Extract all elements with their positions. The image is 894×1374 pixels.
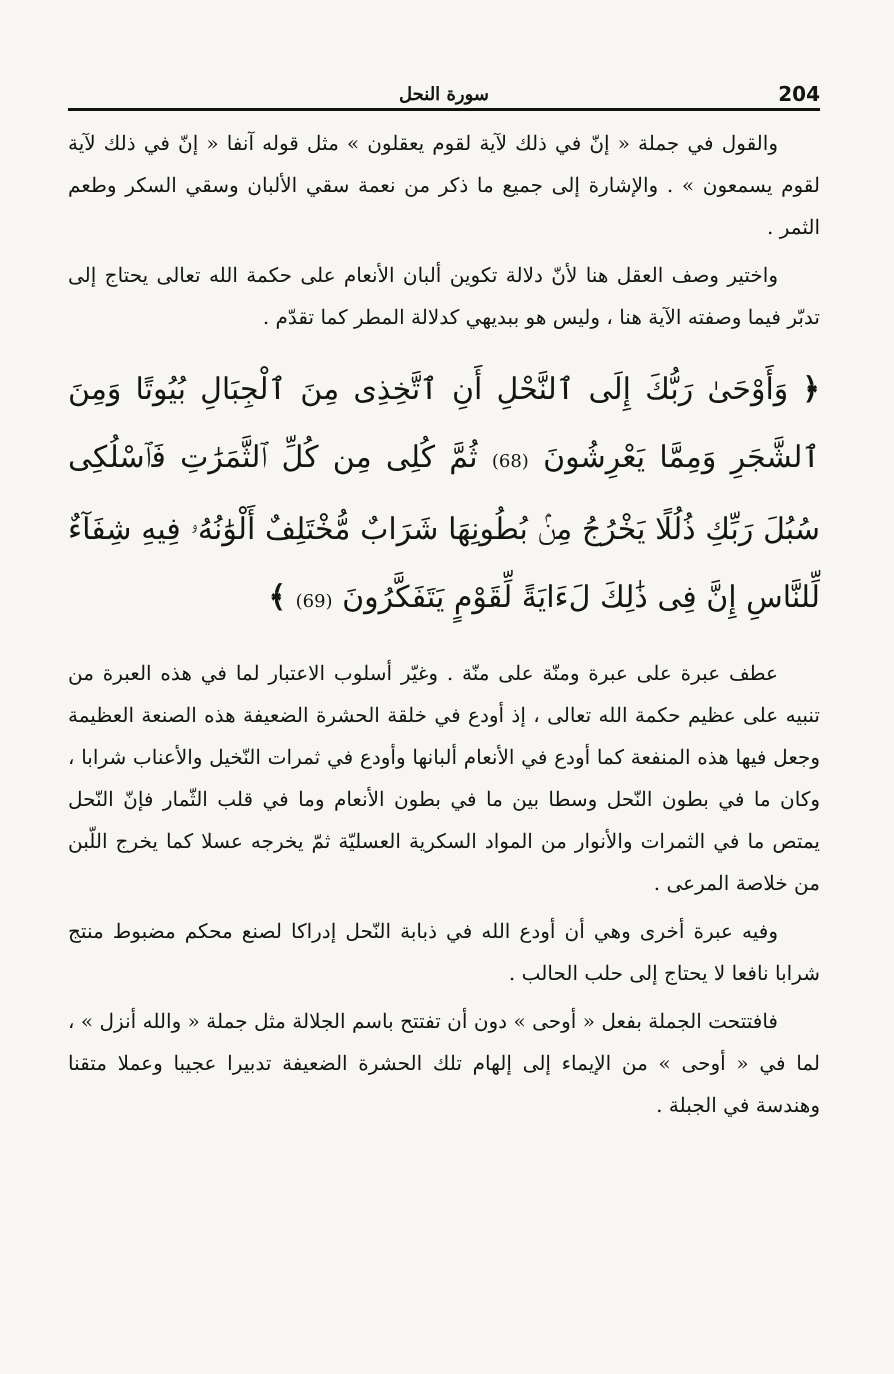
paragraph-5: فافتتحت الجملة بفعل « أوحى » دون أن تفتتح باسم الجلالة مثل جملة « والله أنزل » ، لما في « أوحى » من الإيماء إلى إلهام تلك الحشرة الضعيفة تدبيرا عجيبا وعملا متقنا وهندسة في الجبلة .: [68, 1009, 820, 1117]
ayah-number-69: (69): [295, 591, 333, 612]
page-body: [68, 122, 820, 1132]
header-rule: [68, 108, 820, 111]
page-number: 204: [778, 82, 820, 106]
page-header: [68, 84, 820, 110]
verse-text-68: وَأَوْحَىٰ رَبُّكَ إِلَى ٱلنَّحْلِ أَنِ ٱتَّخِذِى مِنَ ٱلْجِبَالِ بُيُوتًا وَمِنَ ٱلشَّجَرِ وَمِمَّا يَعْرِشُونَ: [68, 372, 820, 475]
verse-close-brace: ﴾: [268, 580, 287, 615]
paragraph-3: عطف عبرة على عبرة ومنّة على منّة . وغيّر أسلوب الاعتبار لما في هذه العبرة من تنبيه على عظيم حكمة الله تعالى ، إذ أودع في خلقة الحشرة الضعيفة هذه الصنعة العظيمة وجعل فيها هذه المنفعة كما أودع في الأنعام ألبانها وأودع في ثمرات النّخيل والأعناب شرابا ، وكان ما في بطون النّحل وسطا بين ما في بطون الأنعام وما في قلب الثّمار فإنّ النّحل يمتص ما في الثمرات والأنوار من المواد السكرية العسليّة ثمّ يخرجه عسلا كما يخرج اللّبن من خلاصة المرعى .: [68, 661, 820, 895]
ayah-number-68: (68): [491, 451, 529, 472]
paragraph-1: والقول في جملة « إنّ في ذلك لآية لقوم يعقلون » مثل قوله آنفا « إنّ في ذلك لآية لقوم يسمعون » . والإشارة إلى جميع ما ذكر من نعمة سقي الألبان وسقي السكر وطعم الثمر .: [68, 131, 820, 239]
verse-text-69: ثُمَّ كُلِى مِن كُلِّ ٱلثَّمَرَٰتِ فَٱسْلُكِى سُبُلَ رَبِّكِ ذُلُلًا يَخْرُجُ مِنۢ بُطُونِهَا شَرَابٌ مُّخْتَلِفٌ أَلْوَٰنُهُۥ فِيهِ شِفَآءٌ لِّلنَّاسِ إِنَّ فِى ذَٰلِكَ لَءَايَةً لِّقَوْمٍ يَتَفَكَّرُونَ: [68, 440, 820, 615]
verse-open-brace: ﴿: [802, 372, 820, 407]
quran-verse: [68, 356, 820, 636]
paragraph-2: واختير وصف العقل هنا لأنّ دلالة تكوين ألبان الأنعام على حكمة الله تعالى يحتاج إلى تدبّر فيما وصفته الآية هنا ، وليس هو ببديهي كدلالة المطر كما تقدّم .: [68, 263, 820, 329]
paragraph-4: وفيه عبرة أخرى وهي أن أودع الله في ذبابة النّحل إدراكا لصنع محكم مضبوط منتج شرابا نافعا لا يحتاج إلى حلب الحالب .: [68, 919, 820, 985]
surah-title: سورة النحل: [399, 84, 489, 105]
